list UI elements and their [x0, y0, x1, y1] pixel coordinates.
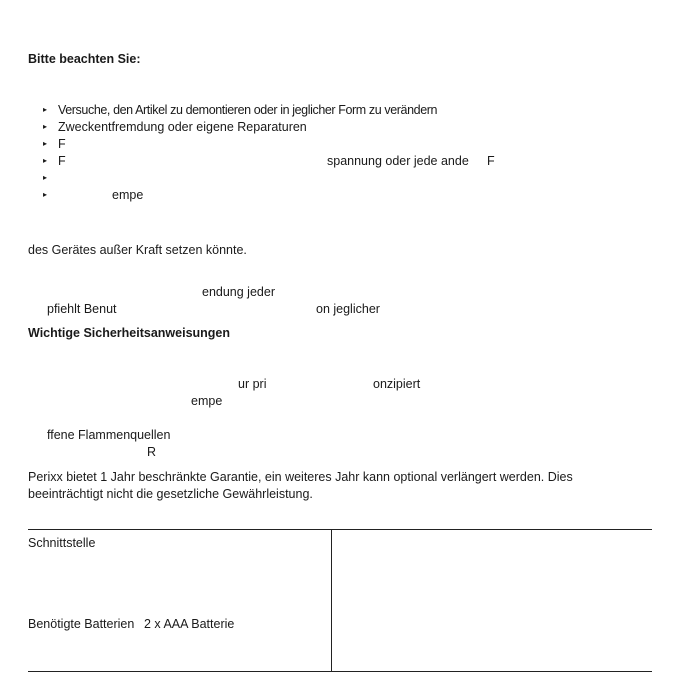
- batteries-value: 2 x AAA Batterie: [144, 617, 235, 631]
- table-bottom-border: [28, 671, 652, 672]
- batteries-label: Benötigte Batterien: [28, 617, 135, 631]
- bullet-marker-icon: ▸: [43, 173, 48, 182]
- text-fragment: on jeglicher: [316, 302, 380, 316]
- list-item: F: [58, 154, 66, 168]
- safety-heading: Wichtige Sicherheitsanweisungen: [28, 326, 231, 340]
- list-item: Versuche, den Artikel zu demontieren oder in jeglicher Form zu verändern: [58, 103, 438, 117]
- bullet-marker-icon: ▸: [43, 105, 48, 114]
- text-fragment: pfiehlt Benut: [47, 302, 117, 316]
- text-fragment: endung jeder: [202, 285, 275, 299]
- text-fragment: onzipiert: [373, 377, 421, 391]
- list-item: Zweckentfremdung oder eigene Reparaturen: [58, 120, 307, 134]
- list-item-fragment: F: [487, 154, 495, 168]
- bullet-marker-icon: ▸: [43, 156, 48, 165]
- interface-label: Schnittstelle: [28, 536, 96, 550]
- text-fragment: ffene Flammenquellen: [47, 428, 171, 442]
- text-fragment: ur pri: [238, 377, 267, 391]
- notice-heading: Bitte beachten Sie:: [28, 52, 141, 66]
- bullet-marker-icon: ▸: [43, 122, 48, 131]
- list-item: empe: [112, 188, 144, 202]
- warranty-text: Perixx bietet 1 Jahr beschränkte Garantie, ein weiteres Jahr kann optional verlängert werden. Dies beeinträchtigt nicht die gesetzliche Gewährleistung.: [28, 470, 573, 501]
- list-item: F: [58, 137, 66, 151]
- text-fragment: R: [147, 445, 157, 459]
- table-column-divider: [331, 529, 332, 672]
- text-fragment: empe: [191, 394, 223, 408]
- table-top-border: [28, 529, 652, 530]
- bullet-marker-icon: ▸: [43, 139, 48, 148]
- bullet-marker-icon: ▸: [43, 190, 48, 199]
- text-fragment: des Gerätes außer Kraft setzen könnte.: [28, 243, 247, 257]
- list-item-fragment: spannung oder jede ande: [327, 154, 469, 168]
